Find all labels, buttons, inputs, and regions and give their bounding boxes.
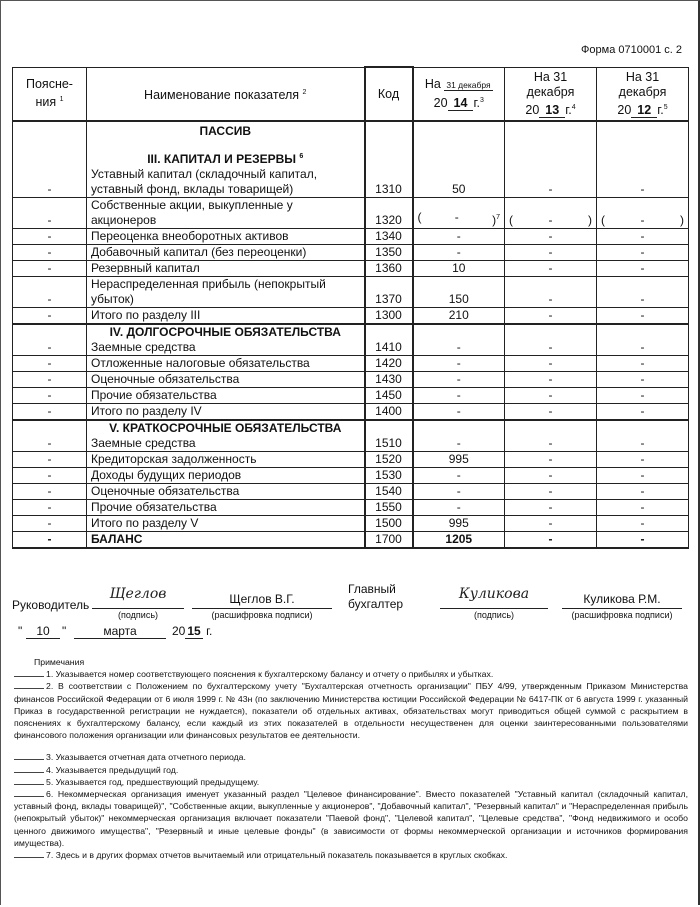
table-row: - Заемные средства 1510 - - - bbox=[13, 436, 689, 452]
signature-block bbox=[12, 580, 688, 650]
table-row-total: - Итого по разделу III 1300 210 - - bbox=[13, 308, 689, 325]
header-col-2013: На 31 декабря 20 13 г.$^4$ bbox=[505, 67, 597, 121]
chief-decode-caption: (расшифровка подписи) bbox=[571, 610, 673, 620]
table-row: - Заемные средства 1410 - - - bbox=[13, 340, 689, 356]
note-1: 1. Указывается номер соответствующего пояснения к бухгалтерскому балансу и отчету о прибылях и убытках. bbox=[14, 668, 688, 680]
section-v-title: V. КРАТКОСРОЧНЫЕ ОБЯЗАТЕЛЬСТВА bbox=[87, 420, 365, 436]
table-header-row bbox=[13, 67, 689, 121]
head-label: Руководитель bbox=[12, 598, 90, 612]
note-6: 6. Некоммерческая организация именует указанный раздел "Целевое финансирование". Вместо показателей "Уставный капитал (складочный капитал, уставный фонд, вклады товарищей)", "Собственные акции, выкупленные у акционеров", "Добавочный капитал", "Резервный капитал" и "Нераспределенная прибыль (непокрытый убыток)" некоммерческая организация включает показатели "Паевой фонд", "Целевой капитал", "Целевые средства", "Фонд недвижимого и особо ценного движимого имущества", "Резервный и иные целевые фонды" (в зависимости от формы некоммерческой организации и источников формирования имущества). bbox=[14, 789, 688, 848]
section-iii-title: III. КАПИТАЛ И РЕЗЕРВЫ $^6$ bbox=[147, 152, 304, 166]
header-note: Поясне-ния $^1$ bbox=[13, 67, 87, 121]
chief-name: Куликова Р.М. bbox=[562, 592, 682, 609]
section-iv-title: IV. ДОЛГОСРОЧНЫЕ ОБЯЗАТЕЛЬСТВА bbox=[87, 324, 365, 340]
section-passiv: ПАССИВ bbox=[199, 124, 252, 138]
table-row-total: - Итого по разделу IV 1400 - - - bbox=[13, 404, 689, 421]
table-row: - Кредиторская задолженность 1520 995 - - bbox=[13, 452, 689, 468]
head-signature: Щеглов bbox=[109, 586, 167, 602]
head-decode-caption: (расшифровка подписи) bbox=[211, 610, 313, 620]
table-row: - Резервный капитал 1360 10 - - bbox=[13, 261, 689, 277]
head-signature-line bbox=[92, 586, 184, 609]
table-row: - Переоценка внеоборотных активов 1340 - - - bbox=[13, 229, 689, 245]
table-row: - Отложенные налоговые обязательства 1420 - - - bbox=[13, 356, 689, 372]
table-row: - Нераспределенная прибыль (непокрытый убыток) 1370 150 - - bbox=[13, 277, 689, 308]
head-name: Щеглов В.Г. bbox=[192, 592, 332, 609]
table-row-total: - Итого по разделу V 1500 995 - - bbox=[13, 516, 689, 532]
table-row: - Уставный капитал (складочный капитал, уставный фонд, вклады товарищей) 1310 50 - - bbox=[13, 167, 689, 198]
header-name: Наименование показателя $^2$ bbox=[87, 67, 365, 121]
balance-sheet-table bbox=[12, 66, 689, 549]
header-col-2014: На 31 декабря 20 14 г.$^3$ bbox=[413, 67, 505, 121]
table-row-balance: - БАЛАНС 1700 1205 - - bbox=[13, 532, 689, 549]
notes-title: Примечания bbox=[34, 657, 85, 667]
date-day: 10 bbox=[26, 624, 60, 639]
table-row: - Собственные акции, выкупленные у акционеров 1320 ( )$^7$ - ( ) - ( ) - bbox=[13, 198, 689, 229]
note-7: 7. Здесь и в других формах отчетов вычитаемый или отрицательный показатель показывается в круглых скобках. bbox=[14, 849, 688, 861]
header-col-2012: На 31 декабря 20 12 г.$^5$ bbox=[597, 67, 689, 121]
date-month: марта bbox=[74, 624, 166, 639]
header-code: Код bbox=[365, 67, 413, 121]
table-row: - Оценочные обязательства 1540 - - - bbox=[13, 484, 689, 500]
date-quote-open: " bbox=[18, 624, 23, 638]
section-header-row bbox=[13, 121, 689, 167]
table-row: - Добавочный капитал (без переоценки) 1350 - - - bbox=[13, 245, 689, 261]
note-3: 3. Указывается отчетная дата отчетного периода. bbox=[14, 751, 688, 763]
table-row: - Прочие обязательства 1450 - - - bbox=[13, 388, 689, 404]
chief-label: Главный бухгалтер bbox=[348, 582, 404, 611]
chief-signature-line bbox=[440, 586, 548, 609]
footnotes bbox=[14, 656, 688, 861]
head-sign-caption: (подпись) bbox=[117, 610, 159, 620]
section-header-row bbox=[13, 420, 689, 436]
chief-sign-caption: (подпись) bbox=[473, 610, 515, 620]
section-header-row bbox=[13, 324, 689, 340]
note-2: 2. В соответствии с Положением по бухгалтерскому учету "Бухгалтерская отчетность организации" ПБУ 4/99, утвержденным Приказом Министерства финансов Российской Федерации от 6 июля 1999 г. № 43н (по заключению Министерства юстиции Российской Федерации № 6417-ПК от 6 августа 1999 г. указанный Приказ в государственной регистрации не нуждается), показатели об отдельных активах, обязательствах могут приводиться общей суммой с раскрытием в пояснениях к бухгалтерскому балансу, если каждый из этих показателей в отдельности несущественен для оценки заинтересованными пользователями финансового положения организации или финансовых результатов ее деятельности. bbox=[14, 681, 688, 741]
date-year: 20 15 г. bbox=[172, 624, 213, 638]
note-5: 5. Указывается год, предшествующий предыдущему. bbox=[14, 776, 688, 788]
date-quote-close: " bbox=[62, 624, 67, 638]
chief-signature: Куликова bbox=[458, 586, 530, 602]
note-4: 4. Указывается предыдущий год. bbox=[14, 764, 688, 776]
table-row: - Доходы будущих периодов 1530 - - - bbox=[13, 468, 689, 484]
form-code-label: Форма 0710001 с. 2 bbox=[581, 44, 682, 56]
table-row: - Прочие обязательства 1550 - - - bbox=[13, 500, 689, 516]
table-row: - Оценочные обязательства 1430 - - - bbox=[13, 372, 689, 388]
